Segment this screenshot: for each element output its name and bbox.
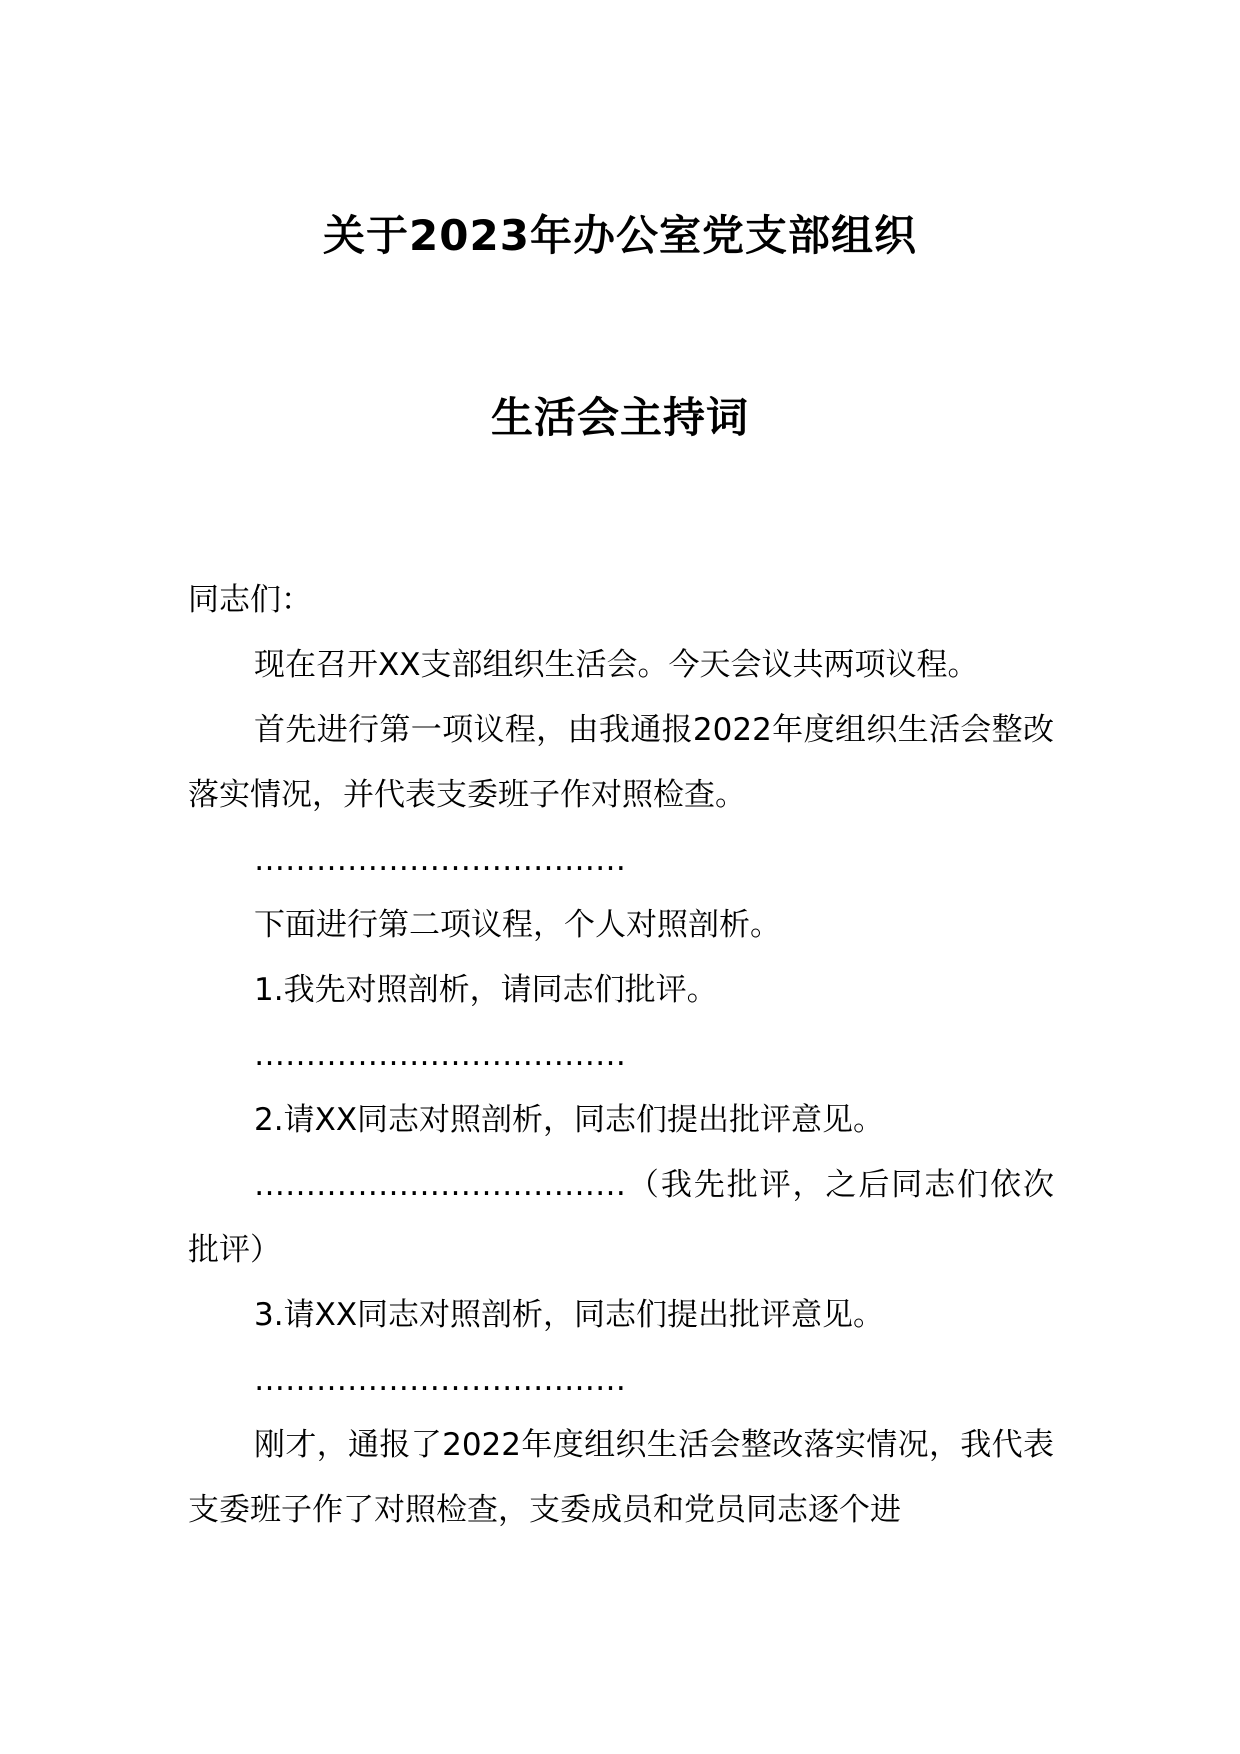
paragraph: ………………………………（我先批评，之后同志们依次批评） xyxy=(188,1167,1054,1268)
paragraph: 2.请XX同志对照剖析，同志们提出批评意见。 xyxy=(254,1102,885,1138)
salutation: 同志们： xyxy=(188,582,312,618)
ellipsis-line: ……………………………… xyxy=(254,1037,626,1073)
document-body xyxy=(188,568,1054,1543)
ellipsis-line: ……………………………… xyxy=(254,1362,626,1398)
document-title-line-1: 关于2023年办公室党支部组织 xyxy=(323,211,917,260)
paragraph: 3.请XX同志对照剖析，同志们提出批评意见。 xyxy=(254,1297,885,1333)
paragraph: 下面进行第二项议程，个人对照剖析。 xyxy=(254,907,781,943)
document-title-line-2: 生活会主持词 xyxy=(490,393,749,442)
ellipsis-line: ……………………………… xyxy=(254,842,626,878)
paragraph: 1.我先对照剖析，请同志们批评。 xyxy=(254,972,718,1008)
paragraph: 刚才，通报了2022年度组织生活会整改落实情况，我代表支委班子作了对照检查，支委成员和党员同志逐个进 xyxy=(188,1427,1054,1528)
paragraph: 现在召开XX支部组织生活会。今天会议共两项议程。 xyxy=(254,647,979,683)
paragraph: 首先进行第一项议程，由我通报2022年度组织生活会整改落实情况，并代表支委班子作对照检查。 xyxy=(188,712,1054,813)
